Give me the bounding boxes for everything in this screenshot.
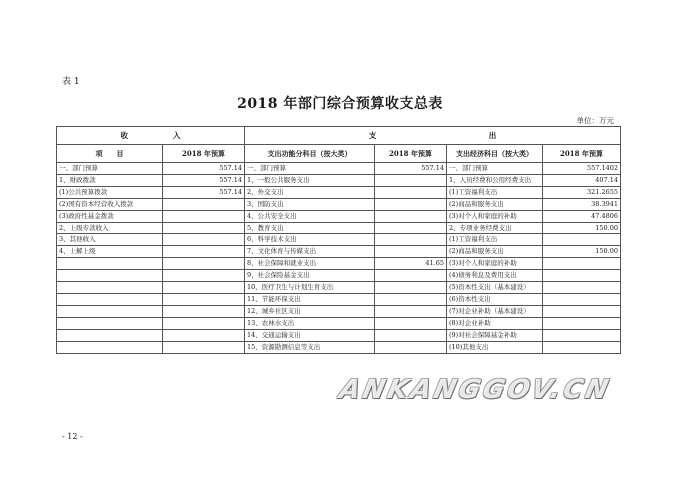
- economic-budget-cell: [543, 270, 621, 282]
- economic-item-cell: (1)工资福利支出: [447, 186, 543, 198]
- functional-budget-cell: 557.14: [375, 163, 447, 175]
- income-item-cell: (2)国有资本经营收入拨款: [57, 198, 163, 210]
- functional-budget-cell: [375, 234, 447, 246]
- economic-budget-cell: [543, 282, 621, 294]
- functional-item-cell: 5、教育支出: [245, 222, 375, 234]
- functional-budget-cell: [375, 210, 447, 222]
- table-row: [57, 198, 621, 210]
- income-item-cell: 一、部门预算: [57, 163, 163, 175]
- income-item-cell: [57, 282, 163, 294]
- functional-budget-cell: 41.65: [375, 258, 447, 270]
- functional-item-cell: 13、农林水支出: [245, 317, 375, 329]
- economic-item-cell: (2)商品和服务支出: [447, 246, 543, 258]
- income-item-cell: 2、上级专款收入: [57, 222, 163, 234]
- income-budget-cell: [163, 222, 245, 234]
- income-item-cell: [57, 305, 163, 317]
- table-row: [57, 317, 621, 329]
- income-item-cell: 1、财政拨款: [57, 174, 163, 186]
- table-row: [57, 234, 621, 246]
- economic-budget-cell: 321.2655: [543, 186, 621, 198]
- table-row: [57, 163, 621, 175]
- functional-item-cell: 6、科学技术支出: [245, 234, 375, 246]
- functional-budget-cell: [375, 222, 447, 234]
- economic-budget-cell: 150.00: [543, 222, 621, 234]
- income-budget-cell: [163, 305, 245, 317]
- functional-item-cell: 7、文化体育与传媒支出: [245, 246, 375, 258]
- economic-budget-cell: [543, 341, 621, 353]
- economic-item-cell: (9)对社会保障基金补助: [447, 329, 543, 341]
- column-header-budget: 2018 年预算: [163, 145, 245, 163]
- income-budget-cell: [163, 341, 245, 353]
- income-budget-cell: [163, 293, 245, 305]
- income-budget-cell: [163, 258, 245, 270]
- income-budget-cell: [163, 317, 245, 329]
- economic-item-cell: 2、专项业务经费支出: [447, 222, 543, 234]
- income-item-cell: [57, 341, 163, 353]
- economic-budget-cell: 407.14: [543, 174, 621, 186]
- functional-item-cell: 9、社会保险基金支出: [245, 270, 375, 282]
- income-budget-cell: [163, 234, 245, 246]
- functional-budget-cell: [375, 186, 447, 198]
- economic-budget-cell: 557.1402: [543, 163, 621, 175]
- income-item-cell: [57, 317, 163, 329]
- column-header-item: 项 目: [57, 145, 163, 163]
- economic-item-cell: (7)对企业补助（基本建设）: [447, 305, 543, 317]
- table-row: [57, 305, 621, 317]
- income-header: 收 入: [57, 127, 245, 145]
- economic-item-cell: (6)资本性支出: [447, 293, 543, 305]
- economic-item-cell: (4)债务利息及费用支出: [447, 270, 543, 282]
- table-row: [57, 282, 621, 294]
- economic-budget-cell: [543, 305, 621, 317]
- income-item-cell: [57, 329, 163, 341]
- income-item-cell: [57, 258, 163, 270]
- income-budget-cell: 557.14: [163, 163, 245, 175]
- income-budget-cell: [163, 198, 245, 210]
- functional-budget-cell: [375, 282, 447, 294]
- economic-budget-cell: 150.00: [543, 246, 621, 258]
- expense-header: 支 出: [245, 127, 621, 145]
- functional-budget-cell: [375, 305, 447, 317]
- page-number: - 12 -: [62, 432, 83, 441]
- economic-item-cell: 1、人员经费和公用经费支出: [447, 174, 543, 186]
- watermark: ANKANGGOV.CN: [336, 375, 614, 405]
- income-budget-cell: [163, 246, 245, 258]
- functional-budget-cell: [375, 198, 447, 210]
- income-budget-cell: 557.14: [163, 186, 245, 198]
- functional-budget-cell: [375, 174, 447, 186]
- table-row: [57, 329, 621, 341]
- income-item-cell: (3)政府性基金拨款: [57, 210, 163, 222]
- functional-item-cell: 15、资源勘测信息等支出: [245, 341, 375, 353]
- income-budget-cell: [163, 282, 245, 294]
- table-row: [57, 186, 621, 198]
- economic-item-cell: (3)对个人和家庭的补助: [447, 258, 543, 270]
- functional-item-cell: 14、交通运输支出: [245, 329, 375, 341]
- functional-item-cell: 1、一般公共服务支出: [245, 174, 375, 186]
- functional-budget-cell: [375, 246, 447, 258]
- functional-item-cell: 2、外交支出: [245, 186, 375, 198]
- table-row: [57, 174, 621, 186]
- functional-item-cell: 3、国防支出: [245, 198, 375, 210]
- income-item-cell: 4、上解上级: [57, 246, 163, 258]
- functional-budget-cell: [375, 270, 447, 282]
- income-budget-cell: [163, 210, 245, 222]
- document-title: 2018 年部门综合预算收支总表: [237, 96, 443, 112]
- table-row: [57, 258, 621, 270]
- functional-budget-cell: [375, 293, 447, 305]
- page-label: 表 1: [62, 77, 80, 87]
- economic-budget-cell: 38.3941: [543, 198, 621, 210]
- economic-budget-cell: 47.4806: [543, 210, 621, 222]
- economic-budget-cell: [543, 258, 621, 270]
- income-item-cell: [57, 270, 163, 282]
- income-item-cell: 3、其他收入: [57, 234, 163, 246]
- functional-item-cell: 11、节能环保支出: [245, 293, 375, 305]
- functional-budget-cell: [375, 341, 447, 353]
- economic-budget-cell: [543, 234, 621, 246]
- income-budget-cell: 557.14: [163, 174, 245, 186]
- table-row: [57, 293, 621, 305]
- economic-item-cell: (10)其他支出: [447, 341, 543, 353]
- column-header-budget: 2018 年预算: [375, 145, 447, 163]
- functional-item-cell: 12、城乡社区支出: [245, 305, 375, 317]
- functional-item-cell: 8、社会保障和就业支出: [245, 258, 375, 270]
- table-row: [57, 341, 621, 353]
- income-item-cell: [57, 293, 163, 305]
- column-header-economic: 支出经济科目（按大类）: [447, 145, 543, 163]
- column-header-budget: 2018 年预算: [543, 145, 621, 163]
- economic-budget-cell: [543, 329, 621, 341]
- table-row: [57, 210, 621, 222]
- functional-budget-cell: [375, 329, 447, 341]
- functional-item-cell: 一、部门预算: [245, 163, 375, 175]
- income-budget-cell: [163, 329, 245, 341]
- economic-item-cell: (1)工资福利支出: [447, 234, 543, 246]
- functional-item-cell: 4、公共安全支出: [245, 210, 375, 222]
- unit-label: 单位：万元: [576, 116, 614, 125]
- economic-item-cell: (8)对企业补助: [447, 317, 543, 329]
- income-item-cell: (1)公共预算拨款: [57, 186, 163, 198]
- economic-item-cell: 一、部门预算: [447, 163, 543, 175]
- table-row: [57, 222, 621, 234]
- functional-budget-cell: [375, 317, 447, 329]
- column-header-functional: 支出功能分科目（按大类）: [245, 145, 375, 163]
- economic-budget-cell: [543, 293, 621, 305]
- budget-table: [56, 126, 621, 354]
- economic-item-cell: (2)商品和服务支出: [447, 198, 543, 210]
- economic-budget-cell: [543, 317, 621, 329]
- table-row: [57, 270, 621, 282]
- economic-item-cell: (5)资本性支出（基本建设）: [447, 282, 543, 294]
- functional-item-cell: 10、医疗卫生与计划生育支出: [245, 282, 375, 294]
- economic-item-cell: (3)对个人和家庭的补助: [447, 210, 543, 222]
- income-budget-cell: [163, 270, 245, 282]
- table-row: [57, 246, 621, 258]
